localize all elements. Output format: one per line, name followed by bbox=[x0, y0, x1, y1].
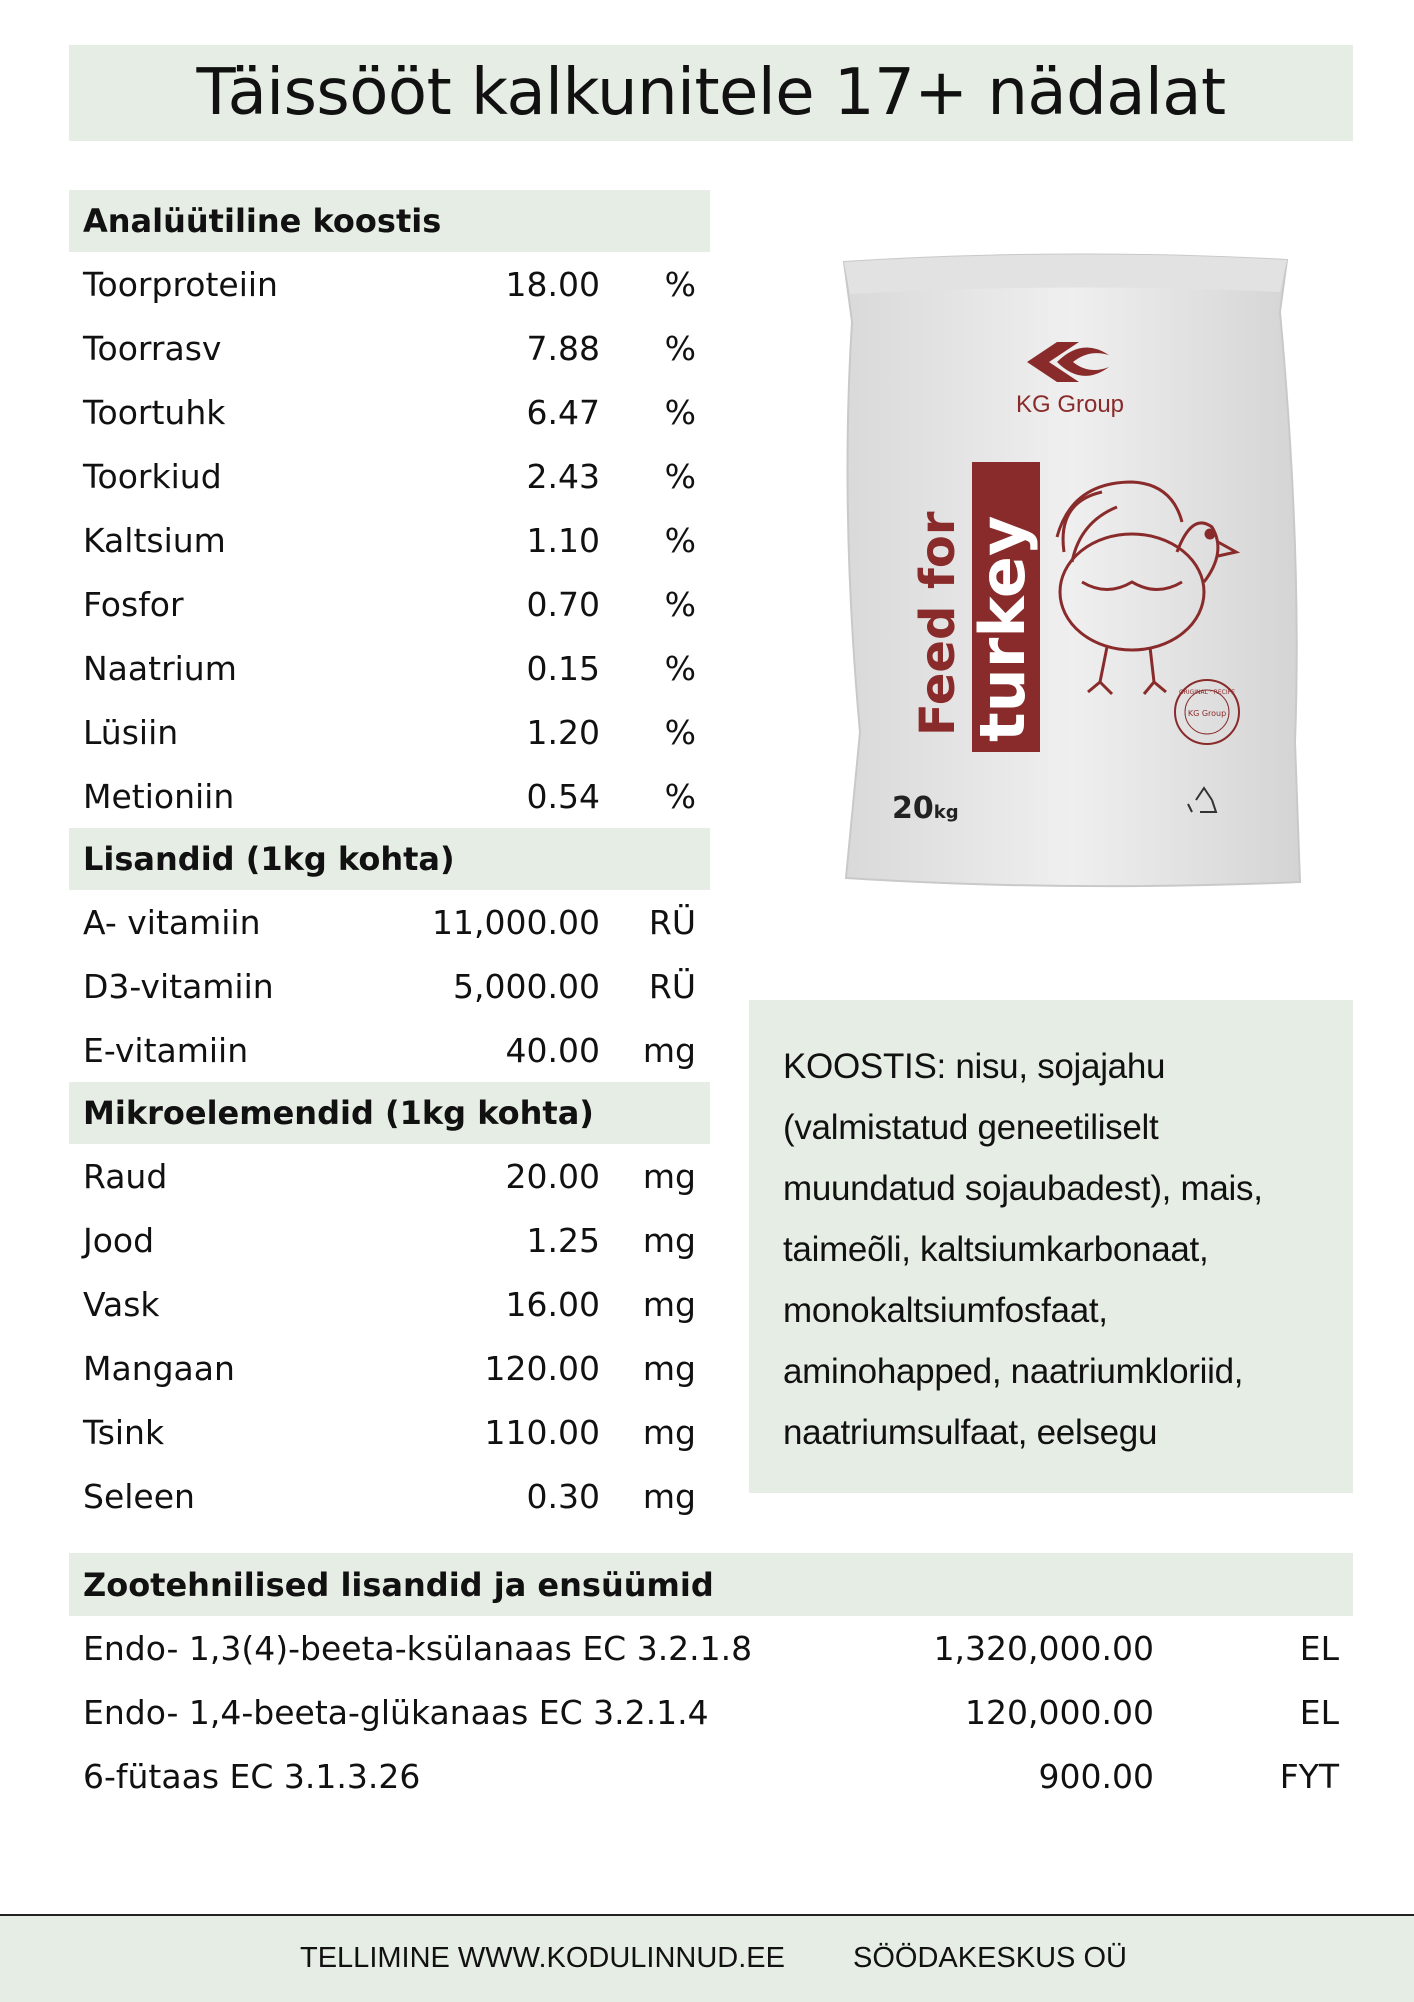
row-name: Lüsiin bbox=[83, 712, 179, 752]
table-row bbox=[69, 1616, 1353, 1680]
row-unit: RÜ bbox=[648, 966, 696, 1006]
row-unit: % bbox=[664, 456, 696, 496]
table-row bbox=[69, 954, 710, 1018]
analytical-heading: Analüütiline koostis bbox=[69, 190, 710, 252]
nutrition-table bbox=[69, 190, 710, 1528]
table-row bbox=[69, 1680, 1353, 1744]
row-unit: % bbox=[664, 520, 696, 560]
bag-weight-unit: kg bbox=[933, 802, 959, 823]
composition-text bbox=[783, 1036, 1321, 1463]
row-name: Metioniin bbox=[83, 776, 235, 816]
zootechnical-heading: Zootehnilised lisandid ja ensüümid bbox=[69, 1553, 1353, 1616]
additives-heading: Lisandid (1kg kohta) bbox=[69, 828, 710, 890]
row-value: 20.00 bbox=[505, 1156, 600, 1196]
row-unit: mg bbox=[642, 1030, 696, 1070]
additives-rows bbox=[69, 890, 710, 1082]
row-name: Mangaan bbox=[83, 1348, 235, 1388]
table-row bbox=[69, 1744, 1353, 1808]
row-name: Kaltsium bbox=[83, 520, 226, 560]
row-unit: mg bbox=[642, 1476, 696, 1516]
row-value: 0.30 bbox=[526, 1476, 600, 1516]
table-row bbox=[69, 1208, 710, 1272]
row-name: 6-fütaas EC 3.1.3.26 bbox=[83, 1756, 421, 1796]
composition-line: (valmistatud geneetiliselt bbox=[783, 1108, 1159, 1147]
row-unit: mg bbox=[642, 1156, 696, 1196]
row-unit: mg bbox=[642, 1412, 696, 1452]
table-row bbox=[69, 1400, 710, 1464]
zootechnical-rows bbox=[69, 1616, 1353, 1808]
page-title: Täissööt kalkunitele 17+ nädalat bbox=[196, 56, 1226, 130]
row-unit: % bbox=[664, 776, 696, 816]
composition-box bbox=[749, 1000, 1353, 1493]
analytical-rows bbox=[69, 252, 710, 828]
table-row bbox=[69, 636, 710, 700]
table-row bbox=[69, 316, 710, 380]
stamp-center: KG Group bbox=[1187, 709, 1227, 718]
row-name: Naatrium bbox=[83, 648, 237, 688]
row-name: D3-vitamiin bbox=[83, 966, 274, 1006]
composition-line: aminohapped, naatriumkloriid, bbox=[783, 1352, 1244, 1391]
row-name: Tsink bbox=[83, 1412, 165, 1452]
bag-brand: KG Group bbox=[1015, 391, 1125, 418]
row-name: E-vitamiin bbox=[83, 1030, 249, 1070]
row-name: Vask bbox=[83, 1284, 160, 1324]
table-row bbox=[69, 572, 710, 636]
row-value: 110.00 bbox=[484, 1412, 600, 1452]
composition-line: muundatud sojaubadest), mais, bbox=[783, 1169, 1263, 1208]
table-row bbox=[69, 1018, 710, 1082]
row-unit: % bbox=[664, 392, 696, 432]
table-row bbox=[69, 444, 710, 508]
composition-line: naatriumsulfaat, eelsegu bbox=[783, 1413, 1158, 1452]
stamp-top: ORIGINAL · RECIPE bbox=[1178, 689, 1236, 696]
row-name: Toorproteiin bbox=[83, 264, 278, 304]
row-unit: EL bbox=[1299, 1628, 1339, 1668]
row-name: Toorkiud bbox=[83, 456, 222, 496]
row-name: Fosfor bbox=[83, 584, 184, 624]
row-value: 40.00 bbox=[505, 1030, 600, 1070]
original-recipe-stamp-icon bbox=[1175, 680, 1239, 744]
table-row bbox=[69, 252, 710, 316]
composition-line: KOOSTIS: nisu, sojajahu bbox=[783, 1047, 1166, 1086]
row-unit: RÜ bbox=[648, 902, 696, 942]
company-name: SÖÖDAKESKUS OÜ bbox=[853, 1942, 1127, 1974]
feed-bag-image bbox=[832, 252, 1302, 892]
row-value: 900.00 bbox=[1038, 1756, 1154, 1796]
table-row bbox=[69, 890, 710, 954]
order-link[interactable]: TELLIMINE WWW.KODULINNUD.EE bbox=[300, 1942, 785, 1974]
row-unit: % bbox=[664, 328, 696, 368]
row-value: 120,000.00 bbox=[965, 1692, 1154, 1732]
row-value: 1.10 bbox=[526, 520, 600, 560]
row-value: 7.88 bbox=[526, 328, 600, 368]
row-unit: % bbox=[664, 264, 696, 304]
table-row bbox=[69, 1144, 710, 1208]
row-value: 11,000.00 bbox=[432, 902, 600, 942]
row-value: 2.43 bbox=[526, 456, 600, 496]
bag-line1: Feed for bbox=[910, 511, 966, 736]
composition-line: taimeõli, kaltsiumkarbonaat, bbox=[783, 1230, 1209, 1269]
row-unit: mg bbox=[642, 1348, 696, 1388]
row-unit: % bbox=[664, 584, 696, 624]
row-value: 16.00 bbox=[505, 1284, 600, 1324]
row-unit: % bbox=[664, 648, 696, 688]
row-name: Toorrasv bbox=[83, 328, 222, 368]
table-row bbox=[69, 380, 710, 444]
title-bar bbox=[69, 45, 1353, 141]
row-unit: FYT bbox=[1279, 1756, 1339, 1796]
row-unit: % bbox=[664, 712, 696, 752]
composition-line: monokaltsiumfosfaat, bbox=[783, 1291, 1108, 1330]
row-value: 6.47 bbox=[526, 392, 600, 432]
row-value: 1.25 bbox=[526, 1220, 600, 1260]
row-name: Toortuhk bbox=[83, 392, 226, 432]
row-name: Jood bbox=[83, 1220, 155, 1260]
row-value: 0.15 bbox=[526, 648, 600, 688]
row-name: Endo- 1,3(4)-beeta-ksülanaas EC 3.2.1.8 bbox=[83, 1628, 753, 1668]
footer bbox=[0, 1914, 1414, 2002]
row-value: 120.00 bbox=[484, 1348, 600, 1388]
zootechnical-table bbox=[69, 1553, 1353, 1808]
row-unit: EL bbox=[1299, 1692, 1339, 1732]
table-row bbox=[69, 508, 710, 572]
row-name: Endo- 1,4-beeta-glükanaas EC 3.2.1.4 bbox=[83, 1692, 709, 1732]
row-value: 18.00 bbox=[505, 264, 600, 304]
table-row bbox=[69, 764, 710, 828]
row-value: 1,320,000.00 bbox=[933, 1628, 1154, 1668]
bag-weight-number: 20 bbox=[892, 791, 934, 826]
row-value: 0.70 bbox=[526, 584, 600, 624]
table-row bbox=[69, 700, 710, 764]
bag-line2: turkey bbox=[966, 515, 1039, 742]
row-value: 1.20 bbox=[526, 712, 600, 752]
micro-rows bbox=[69, 1144, 710, 1528]
row-name: A- vitamiin bbox=[83, 902, 261, 942]
table-row bbox=[69, 1336, 710, 1400]
row-name: Raud bbox=[83, 1156, 168, 1196]
table-row bbox=[69, 1464, 710, 1528]
row-name: Seleen bbox=[83, 1476, 195, 1516]
table-row bbox=[69, 1272, 710, 1336]
row-unit: mg bbox=[642, 1284, 696, 1324]
row-value: 0.54 bbox=[526, 776, 600, 816]
micro-heading: Mikroelemendid (1kg kohta) bbox=[69, 1082, 710, 1144]
row-value: 5,000.00 bbox=[453, 966, 600, 1006]
row-unit: mg bbox=[642, 1220, 696, 1260]
